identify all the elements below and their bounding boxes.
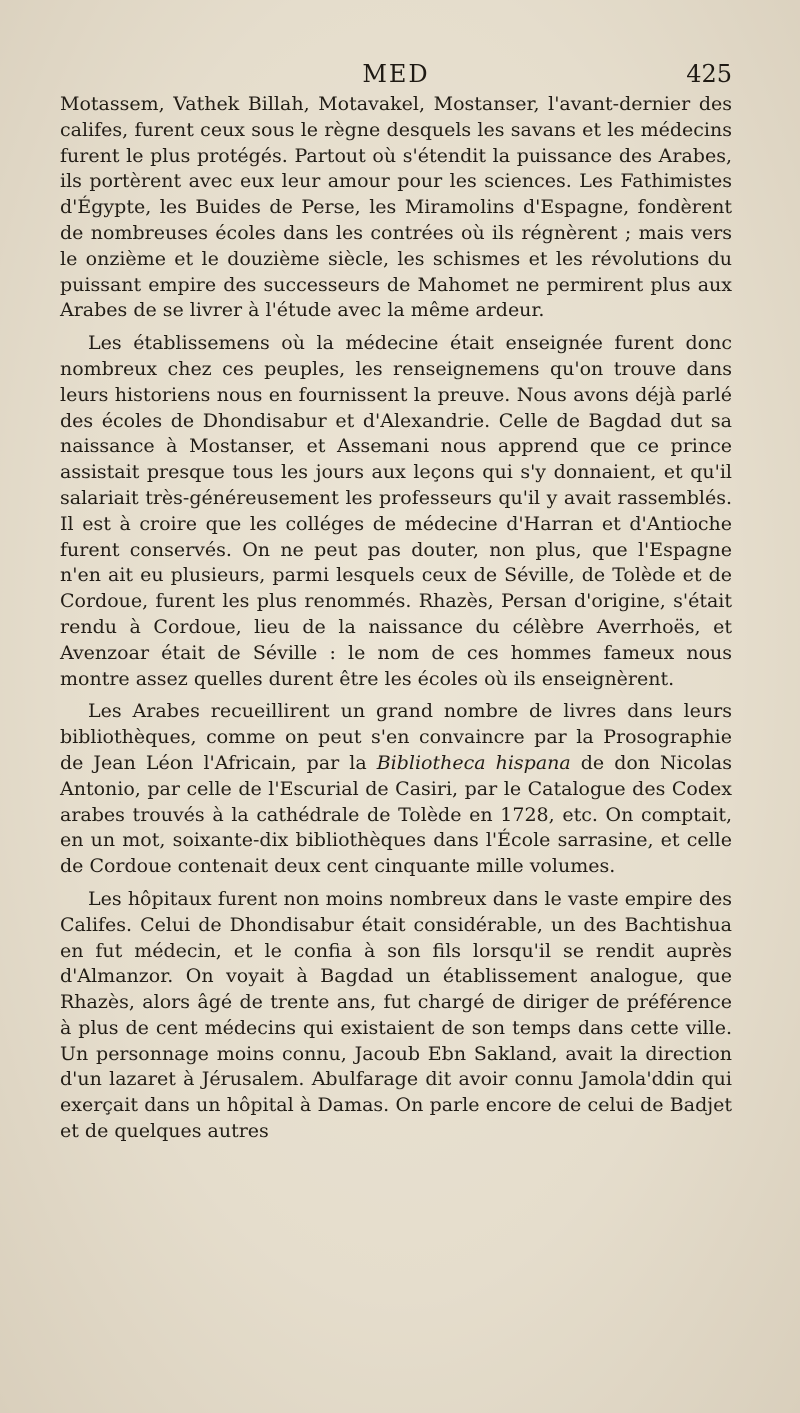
paragraph-3-text-start: Les Arabes recueillirent un grand nombre de livres dans leurs bibliothèques, comme on peut s'en convaincre par la Prosographie de Jean Léon l'Africain, par la	[60, 700, 732, 774]
paragraph-2: Les établissemens où la médecine était enseignée furent donc nombreux chez ces peuples, les renseignemens qu'on trouve dans leurs historiens nous en fournissent la preuve. Nous avons déjà parlé des écoles de Dhondisabur et d'Alexandrie. Celle de Bagdad dut sa naissance à Mostanser, et Assemani nous apprend que ce prince assistait presque tous les jours aux leçons qui s'y donnaient, et qu'il salariait très-généreusement les professeurs qu'il y avait rassemblés. Il est à croire que les colléges de médecine d'Harran et d'Antioche furent conservés. On ne peut pas douter, non plus, que l'Espagne n'en ait eu plusieurs, parmi lesquels ceux de Séville, de Tolède et de Cordoue, furent les plus renommés. Rhazès, Persan d'origine, s'était rendu à Cordoue, lieu de la naissance du célèbre Averrhoës, et Avenzoar était de Séville : le nom de ces hommes fameux nous montre assez quelles durent être les écoles où ils enseignèrent.	[60, 332, 732, 690]
page-header	[60, 60, 732, 92]
paragraph-1: Motassem, Vathek Billah, Motavakel, Mostanser, l'avant-dernier des califes, furent ceux sous le règne desquels les savans et les médecins furent le plus protégés. Partout où s'étendit la puissance des Arabes, ils portèrent avec eux leur amour pour les sciences. Les Fathimistes d'Égypte, les Buides de Perse, les Miramolins d'Espagne, fondèrent de nombreuses écoles dans les contrées où ils régnèrent ; mais vers le onzième et le douzième siècle, les schismes et les révolutions du puissant empire des successeurs de Mahomet ne permirent plus aux Arabes de se livrer à l'étude avec la même ardeur.	[60, 93, 732, 322]
body-text	[60, 92, 732, 1145]
italic-title-bibliotheca: Bibliotheca hispana	[376, 751, 571, 774]
paragraph-3-text-end: de don Nicolas Antonio, par celle de l'Escurial de Casiri, par le Catalogue des Codex arabes trouvés à la cathédrale de Tolède en 1728, etc. On comptait, en un mot, soixante-dix bibliothèques dans l'École sarrasine, et celle de Cordoue contenait deux cent cinquante mille volumes.	[60, 751, 732, 878]
paragraph-4: Les hôpitaux furent non moins nombreux dans le vaste empire des Califes. Celui de Dhondisabur était considérable, un des Bachtishua en fut médecin, et le confia à son fils lorsqu'il se rendit auprès d'Almanzor. On voyait à Bagdad un établissement analogue, que Rhazès, alors âgé de trente ans, fut chargé de diriger de préférence à plus de cent médecins qui existaient de son temps dans cette ville. Un personnage moins connu, Jacoub Ebn Sakland, avait la direction d'un lazaret à Jérusalem. Abulfarage dit avoir connu Jamola'ddin qui exerçait dans un hôpital à Damas. On parle encore de celui de Badjet et de quelques autres	[60, 887, 732, 1143]
paragraph-3	[60, 699, 732, 880]
running-head: MED	[362, 60, 430, 88]
page-number: 425	[686, 60, 732, 88]
